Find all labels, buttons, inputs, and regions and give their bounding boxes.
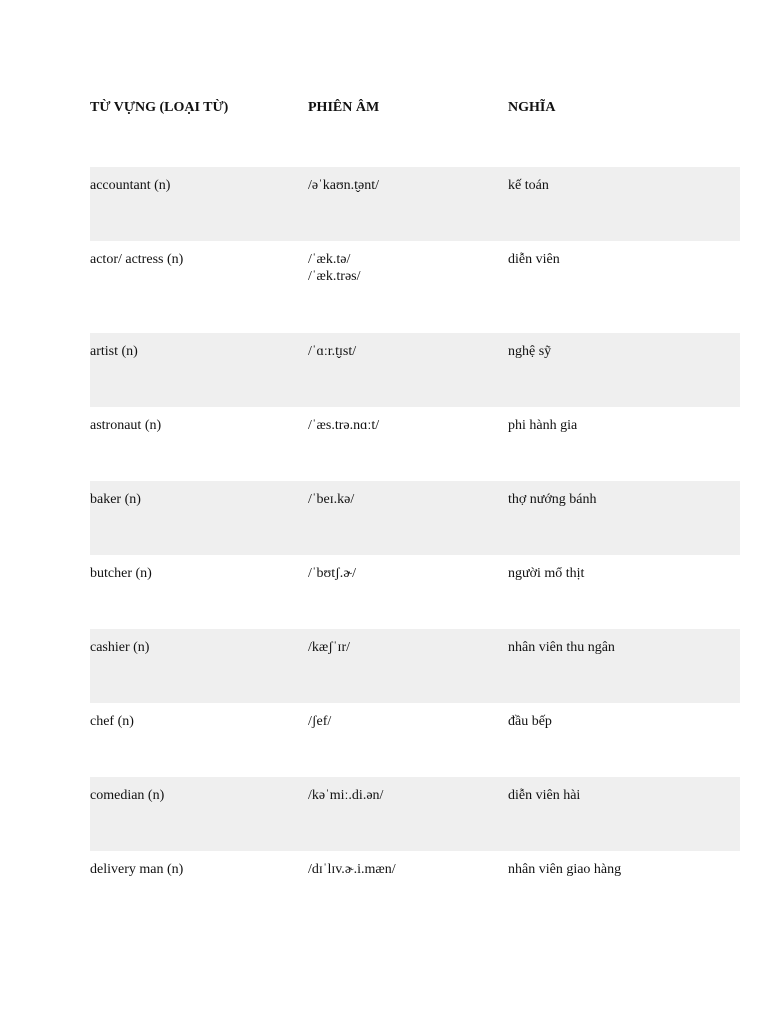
table-row bbox=[90, 851, 740, 925]
meaning-cell: nhân viên thu ngân bbox=[508, 640, 615, 655]
meaning-cell: kế toán bbox=[508, 178, 549, 193]
word-cell: artist (n) bbox=[90, 344, 138, 359]
word-cell: comedian (n) bbox=[90, 788, 165, 803]
pronunciation-cell bbox=[308, 787, 383, 804]
pronunciation-cell bbox=[308, 861, 396, 878]
header-pronunciation: PHIÊN ÂM bbox=[308, 100, 380, 115]
table-row bbox=[90, 333, 740, 407]
table-row bbox=[90, 407, 740, 481]
table-row bbox=[90, 629, 740, 703]
table-row bbox=[90, 241, 740, 333]
meaning-cell: diễn viên bbox=[508, 252, 560, 267]
meaning-cell: nhân viên giao hàng bbox=[508, 862, 622, 877]
ipa-line: /ʃef/ bbox=[308, 714, 332, 729]
word-cell: butcher (n) bbox=[90, 566, 152, 581]
word-cell: cashier (n) bbox=[90, 640, 150, 655]
pronunciation-cell bbox=[308, 713, 331, 730]
pronunciation-cell bbox=[308, 491, 354, 508]
table-row bbox=[90, 167, 740, 241]
word-cell: accountant (n) bbox=[90, 178, 171, 193]
ipa-line: /dɪˈlɪv.ɚ.i.mæn/ bbox=[308, 862, 396, 877]
meaning-cell: diễn viên hài bbox=[508, 788, 581, 803]
vocab-table bbox=[90, 167, 740, 925]
pronunciation-cell bbox=[308, 565, 356, 582]
header-word: TỪ VỰNG (LOẠI TỪ) bbox=[90, 100, 229, 115]
word-cell: baker (n) bbox=[90, 492, 141, 507]
pronunciation-cell bbox=[308, 343, 356, 360]
word-cell: chef (n) bbox=[90, 714, 134, 729]
pronunciation-cell bbox=[308, 639, 350, 656]
pronunciation-cell bbox=[308, 177, 379, 194]
ipa-line: /kəˈmiː.di.ən/ bbox=[308, 788, 384, 803]
ipa-line: /ˈæk.trəs/ bbox=[308, 269, 361, 284]
ipa-line: /ˈbeɪ.kə/ bbox=[308, 492, 355, 507]
word-cell: actor/ actress (n) bbox=[90, 252, 184, 267]
meaning-cell: người mổ thịt bbox=[508, 566, 585, 581]
pronunciation-cell bbox=[308, 417, 379, 434]
header-meaning: NGHĨA bbox=[508, 100, 556, 115]
ipa-line: /ˈɑːr.t̬ɪst/ bbox=[308, 344, 357, 359]
ipa-line: /ˈæk.tə/ bbox=[308, 252, 351, 267]
table-row bbox=[90, 703, 740, 777]
ipa-line: /əˈkaʊn.t̬ənt/ bbox=[308, 178, 380, 193]
table-header bbox=[90, 100, 740, 120]
table-row bbox=[90, 777, 740, 851]
word-cell: delivery man (n) bbox=[90, 862, 184, 877]
meaning-cell: đầu bếp bbox=[508, 714, 552, 729]
table-row bbox=[90, 481, 740, 555]
meaning-cell: thợ nướng bánh bbox=[508, 492, 597, 507]
word-cell: astronaut (n) bbox=[90, 418, 162, 433]
ipa-line: /ˈæs.trə.nɑːt/ bbox=[308, 418, 380, 433]
pronunciation-cell bbox=[308, 251, 361, 285]
meaning-cell: phi hành gia bbox=[508, 418, 578, 433]
meaning-cell: nghệ sỹ bbox=[508, 344, 552, 359]
ipa-line: /ˈbʊtʃ.ɚ/ bbox=[308, 566, 356, 581]
ipa-line: /kæʃˈɪr/ bbox=[308, 640, 350, 655]
table-row bbox=[90, 555, 740, 629]
